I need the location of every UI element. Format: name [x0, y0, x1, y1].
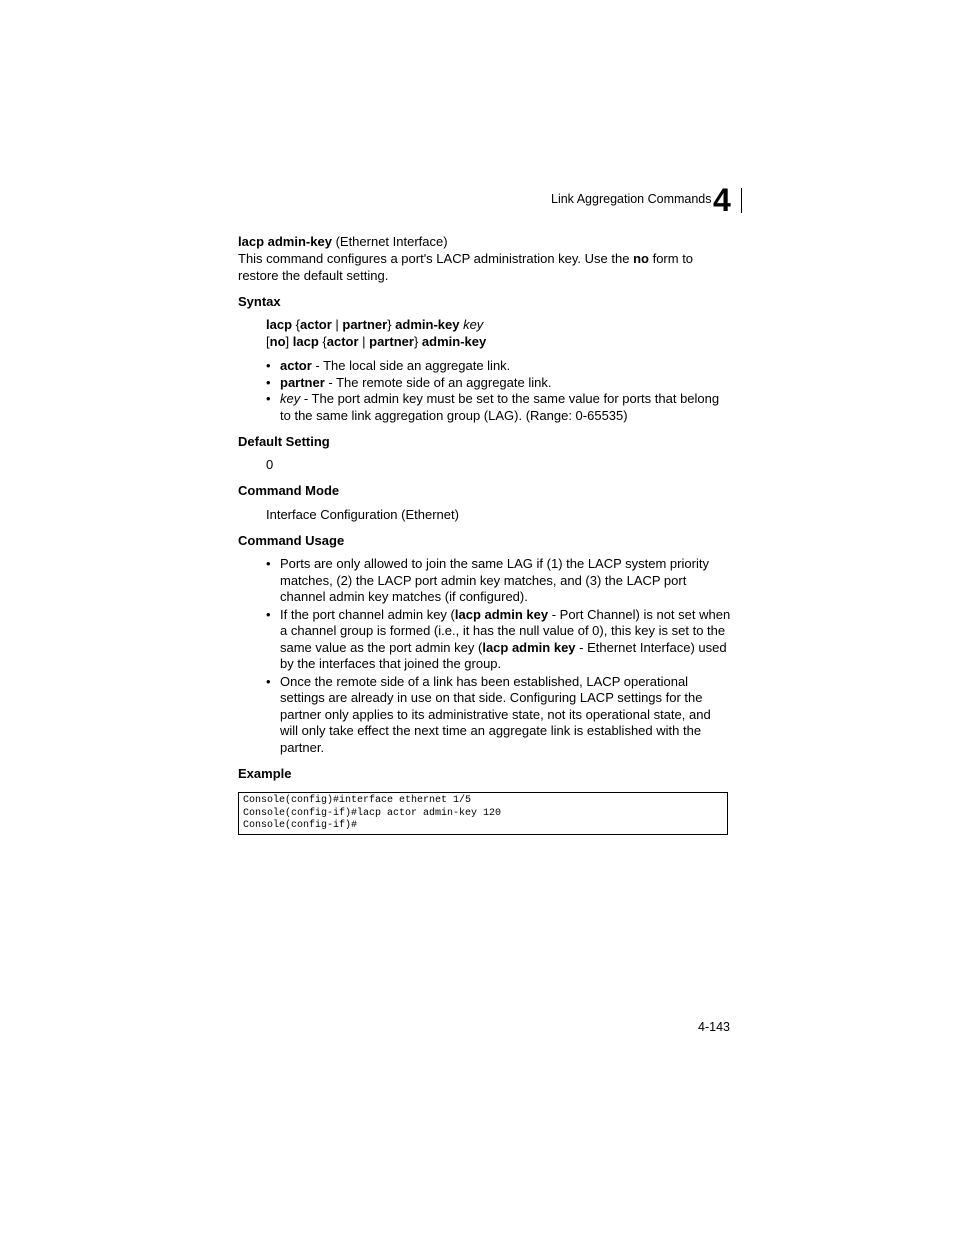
command-usage-heading: Command Usage — [238, 533, 345, 548]
chapter-divider — [741, 188, 742, 213]
running-header: Link Aggregation Commands — [551, 192, 712, 206]
list-item: • Once the remote side of a link has been established, LACP operational settings are already in use on that side. Configuring LACP settings for the partner only applies to its administrative state, not its operational state, and will only take effect the next time an aggregate link is established with the partner. — [266, 674, 741, 757]
default-setting-heading: Default Setting — [238, 434, 330, 449]
command-context: (Ethernet Interface) — [335, 234, 448, 249]
code-line: Console(config-if)#lacp actor admin-key 120 — [243, 807, 502, 819]
list-item: • actor - The local side an aggregate link. — [266, 358, 736, 375]
list-item: • key - The port admin key must be set to the same value for ports that belong to the same link aggregation group (LAG). (Range: 0-65535) — [266, 391, 736, 424]
syntax-heading: Syntax — [238, 294, 281, 309]
syntax-line-2: [no] lacp {actor | partner} admin-key — [266, 334, 487, 349]
default-setting-value: 0 — [266, 457, 274, 472]
example-heading: Example — [238, 766, 292, 781]
code-example-box — [238, 792, 728, 835]
code-line: Console(config-if)# — [243, 820, 358, 831]
chapter-number: 4 — [713, 182, 731, 218]
command-name: lacp admin-key — [238, 234, 332, 249]
command-usage-list — [266, 556, 741, 756]
list-item: • If the port channel admin key (lacp admin key - Port Channel) is not set when a channel group is formed (i.e., it has the null value of 0), this key is set to the same value as the port admin key (lacp admin key - Ethernet Interface) used by the interfaces that joined the group. — [266, 607, 741, 673]
list-item: • Ports are only allowed to join the same LAG if (1) the LACP system priority matches, (2) the LACP port admin key matches, and (3) the LACP port channel admin key matches (if configured). — [266, 556, 741, 606]
command-mode-value: Interface Configuration (Ethernet) — [266, 507, 459, 522]
syntax-parameter-list — [266, 358, 736, 424]
code-line: Console(config)#interface ethernet 1/5 — [243, 795, 472, 806]
list-item: • partner - The remote side of an aggregate link. — [266, 375, 736, 392]
page-number: 4-143 — [698, 1020, 730, 1034]
intro-paragraph: This command configures a port's LACP administration key. Use the no form to restore the default setting. — [238, 251, 694, 283]
command-title — [238, 234, 448, 251]
command-mode-heading: Command Mode — [238, 483, 340, 498]
syntax-line-1: lacp {actor | partner} admin-key key — [266, 317, 484, 332]
